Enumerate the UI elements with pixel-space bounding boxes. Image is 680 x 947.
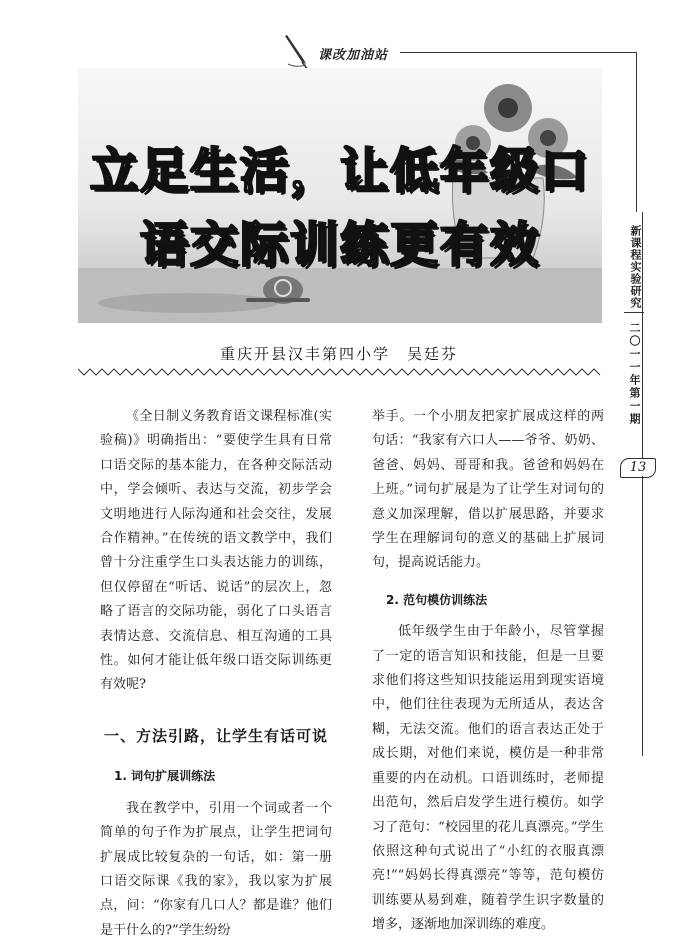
article-title-line-1: 立足生活，让低年级口 <box>89 143 590 199</box>
body-column-right <box>372 405 604 938</box>
title-banner <box>78 68 602 323</box>
article-author: 重庆开县汉丰第四小学 吴廷芬 <box>220 345 459 363</box>
article-title-line-2: 语交际训练更有效 <box>139 217 540 273</box>
section-label: 课改加油站 <box>318 48 389 63</box>
section-heading: 一、方法引路，让学生有话可说 <box>103 726 328 745</box>
sidebar-divider <box>624 312 644 313</box>
paragraph: 我在教学中，引用一个词或者一个简单的句子作为扩展点，让学生把词句扩展成比较复杂的一句话，如：第一册口语交际课《我的家》，我以家为扩展点，问：“你家有几口人？都是谁？他们是干什么的?”学生纷纷 <box>100 800 332 938</box>
pen-icon <box>282 34 310 72</box>
header-rule <box>400 52 637 53</box>
sidebar-rule-lower <box>642 476 643 756</box>
page-number: 13 <box>620 458 656 478</box>
paragraph: 举手。一个小朋友把家扩展成这样的两句话：“我家有六口人——爷爷、奶奶、爸爸、妈妈、哥哥和我。爸爸和妈妈在上班。”词句扩展是为了让学生对词句的意义加深理解，借以扩展思路，并要求学生在理解词句的意义的基础上扩展词句，提高说话能力。 <box>372 409 604 571</box>
body-column-left <box>100 405 332 943</box>
header-rule-vertical <box>636 52 637 212</box>
subsection-heading: 1. 词句扩展训练法 <box>114 769 216 784</box>
decorative-zigzag-divider <box>78 367 602 377</box>
paragraph: 低年级学生由于年龄小，尽管掌握了一定的语言知识和技能，但是一旦要求他们将这些知识技能运用到现实语境中，他们往往表现为无所适从，表达含糊，无法交流。他们的语言表达正处于成长期，对他们来说，模仿是一种非常重要的内在动机。口语训练时，老师提出范句，然后启发学生进行模仿。如学习了范句：“校园里的花儿真漂亮。”学生依照这种句式说出了“小红的衣服真漂亮!”“妈妈长得真漂亮”等等，范句模仿训练要从易到难，随着学生识字数量的增多，逐渐地加深训练的难度。 <box>372 624 604 933</box>
paragraph: 《全日制义务教育语文课程标准(实验稿)》明确指出：“要使学生具有日常口语交际的基本能力，在各种交际活动中，学会倾听、表达与交流，初步学会文明地进行人际沟通和社会交往，发展合作精神。”在传统的语文教学中，我们曾十分注重学生口头表达能力的训练，但仅停留在“听话、说话”的层次上，忽略了语言的交际功能，弱化了口头语言表情达意、交流信息、相互沟通的工具性。如何才能让低年级口语交际训练更有效呢? <box>100 409 332 693</box>
journal-name: 新课程实验研究 <box>629 225 642 309</box>
subsection-heading: 2. 范句模仿训练法 <box>386 592 488 607</box>
journal-issue: 二〇一一年第一期 <box>628 322 641 426</box>
sidebar-rule <box>642 212 659 467</box>
